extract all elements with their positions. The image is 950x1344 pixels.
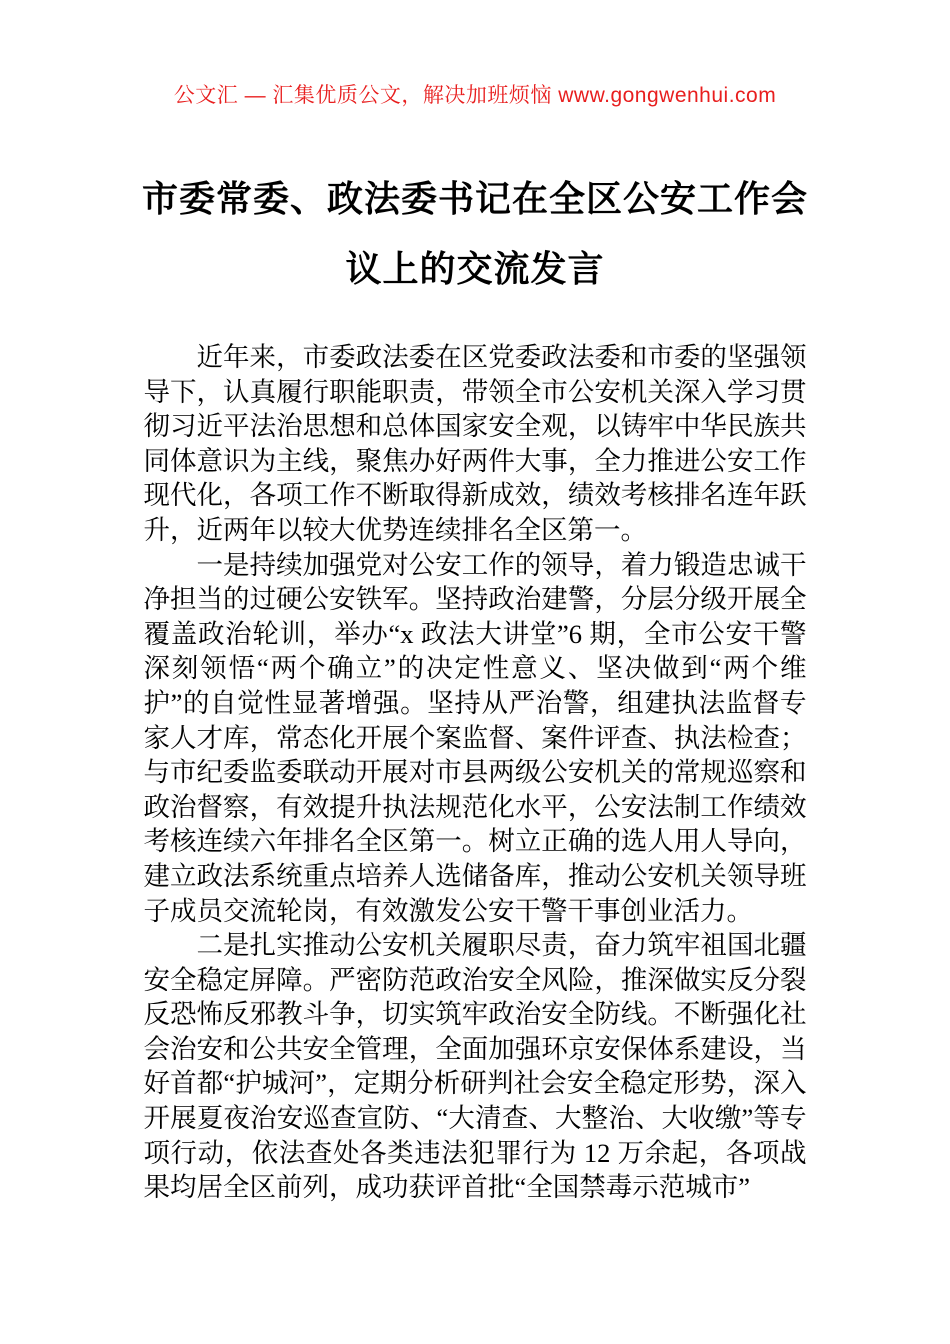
title-line-1: 市委常委、政法委书记在全区公安工作会	[141, 178, 808, 219]
paragraph-point-one: 一是持续加强党对公安工作的领导，着力锻造忠诚干净担当的过硬公安铁军。坚持政治建警，分层分级开展全覆盖政治轮训，举办“x 政法大讲堂”6 期，全市公安干警深刻领悟“两个确立”的决定性意义、坚决做到“两个维护”的自觉性显著增强。坚持从严治警，组建执法监督专家人才库，常态化开展个案监督、案件评查、执法检查；与市纪委监委联动开展对市县两级公安机关的常规巡察和政治督察，有效提升执法规范化水平，公安法制工作绩效考核连续六年排名全区第一。树立正确的选人用人导向，建立政法系统重点培养人选储备库，推动公安机关领导班子成员交流轮岗，有效激发公安干警干事创业活力。	[143, 549, 807, 926]
document-title	[0, 164, 950, 304]
watermark-text: 公文汇 — 汇集优质公文，解决加班烦恼 www.gongwenhui.com	[173, 84, 777, 107]
paragraph-intro: 近年来，市委政法委在区党委政法委和市委的坚强领导下，认真履行职能职责，带领全市公安机关深入学习贯彻习近平法治思想和总体国家安全观，以铸牢中华民族共同体意识为主线，聚焦办好两件大事，全力推进公安工作现代化，各项工作不断取得新成效，绩效考核排名连年跃升，近两年以较大优势连续排名全区第一。	[143, 342, 807, 545]
title-line-2: 议上的交流发言	[345, 248, 605, 289]
document-body	[144, 340, 807, 1205]
paragraph-point-two: 二是扎实推动公安机关履职尽责，奋力筑牢祖国北疆安全稳定屏障。严密防范政治安全风险，推深做实反分裂反恐怖反邪教斗争，切实筑牢政治安全防线。不断强化社会治安和公共安全管理，全面加强环京安保体系建设，当好首都“护城河”，定期分析研判社会安全稳定形势，深入开展夏夜治安巡查宣防、“大清查、大整治、大收缴”等专项行动，依法查处各类违法犯罪行为 12 万余起，各项战果均居全区前列，成功获评首批“全国禁毒示范城市”	[143, 930, 807, 1203]
watermark	[0, 0, 950, 108]
